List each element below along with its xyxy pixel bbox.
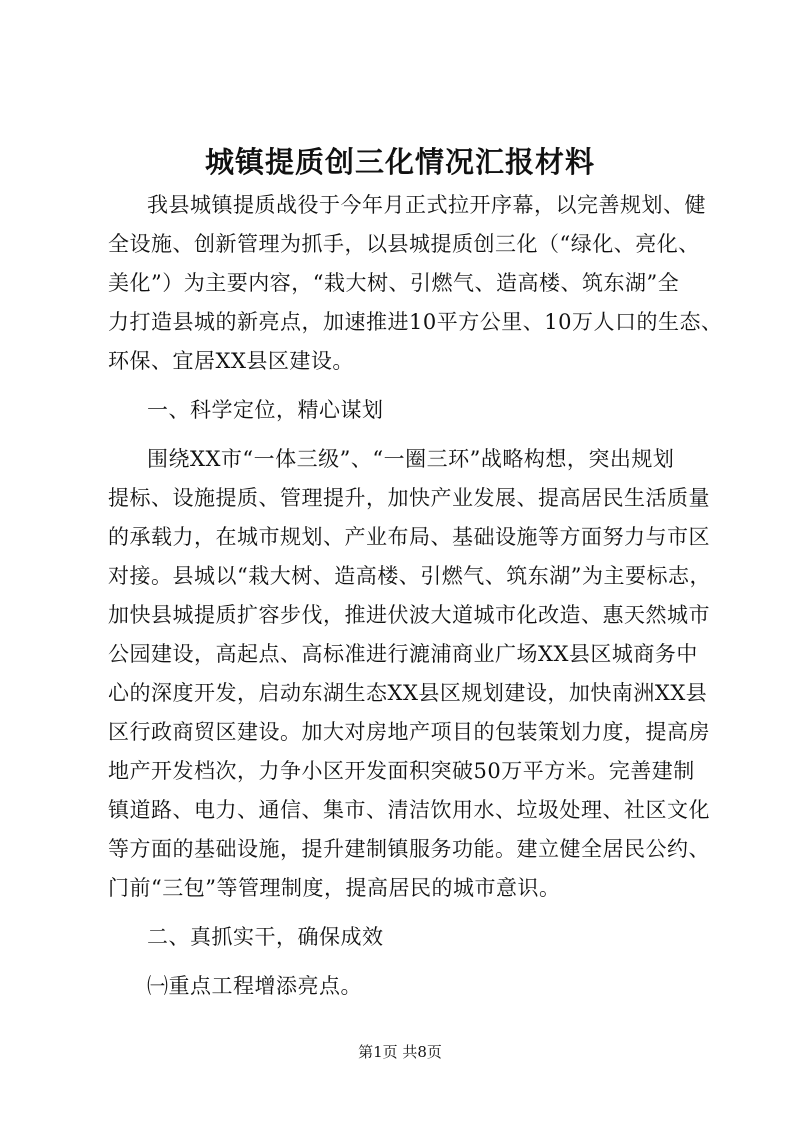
paragraph-line: 全设施、创新管理为抓手，以县城提质创三化（“绿化、亮化、 [108, 232, 700, 256]
page-number-footer: 第1页 共8页 [358, 1043, 442, 1061]
subsection-heading: ㈠重点工程增添亮点。 [147, 974, 362, 998]
document-title: 城镇提质创三化情况汇报材料 [204, 145, 595, 179]
paragraph-line: 门前“三包”等管理制度，提高居民的城市意识。 [108, 876, 561, 900]
paragraph-line: 的承载力，在城市规划、产业布局、基础设施等方面努力与市区 [108, 525, 710, 549]
paragraph-line: 公园建设，高起点、高标准进行漉浦商业广场XX县区城商务中 [108, 642, 698, 666]
paragraph-line: 加快县城提质扩容步伐，推进伏波大道城市化改造、惠天然城市 [108, 603, 710, 627]
paragraph-line: 提标、设施提质、管理提升，加快产业发展、提高居民生活质量 [108, 486, 710, 510]
paragraph-line: 力打造县城的新亮点，加速推进10平方公里、10万人口的生态、 [108, 310, 723, 334]
paragraph-line: 对接。县城以“栽大树、造高楼、引燃气、筑东湖”为主要标志， [108, 564, 711, 588]
section-heading: 一、科学定位，精心谋划 [147, 398, 384, 422]
paragraph-line: 等方面的基础设施，提升建制镇服务功能。建立健全居民公约、 [108, 837, 710, 861]
paragraph-line: 地产开发档次，力争小区开发面积突破50万平方米。完善建制 [108, 759, 695, 783]
paragraph-line: 镇道路、电力、通信、集市、清洁饮用水、垃圾处理、社区文化 [108, 798, 710, 822]
paragraph-line: 环保、宜居XX县区建设。 [108, 349, 354, 373]
paragraph-line: 我县城镇提质战役于今年月正式拉开序幕，以完善规划、健 [147, 193, 706, 217]
section-heading: 二、真抓实干，确保成效 [147, 925, 384, 949]
paragraph-line: 美化”）为主要内容，“栽大树、引燃气、造高楼、筑东湖”全 [108, 271, 680, 295]
paragraph-line: 区行政商贸区建设。加大对房地产项目的包装策划力度，提高房 [108, 720, 710, 744]
paragraph-line: 围绕XX市“一体三级”、“一圈三环”战略构想，突出规划 [147, 447, 675, 471]
paragraph-line: 心的深度开发，启动东湖生态XX县区规划建设，加快南洲XX县 [108, 681, 708, 705]
